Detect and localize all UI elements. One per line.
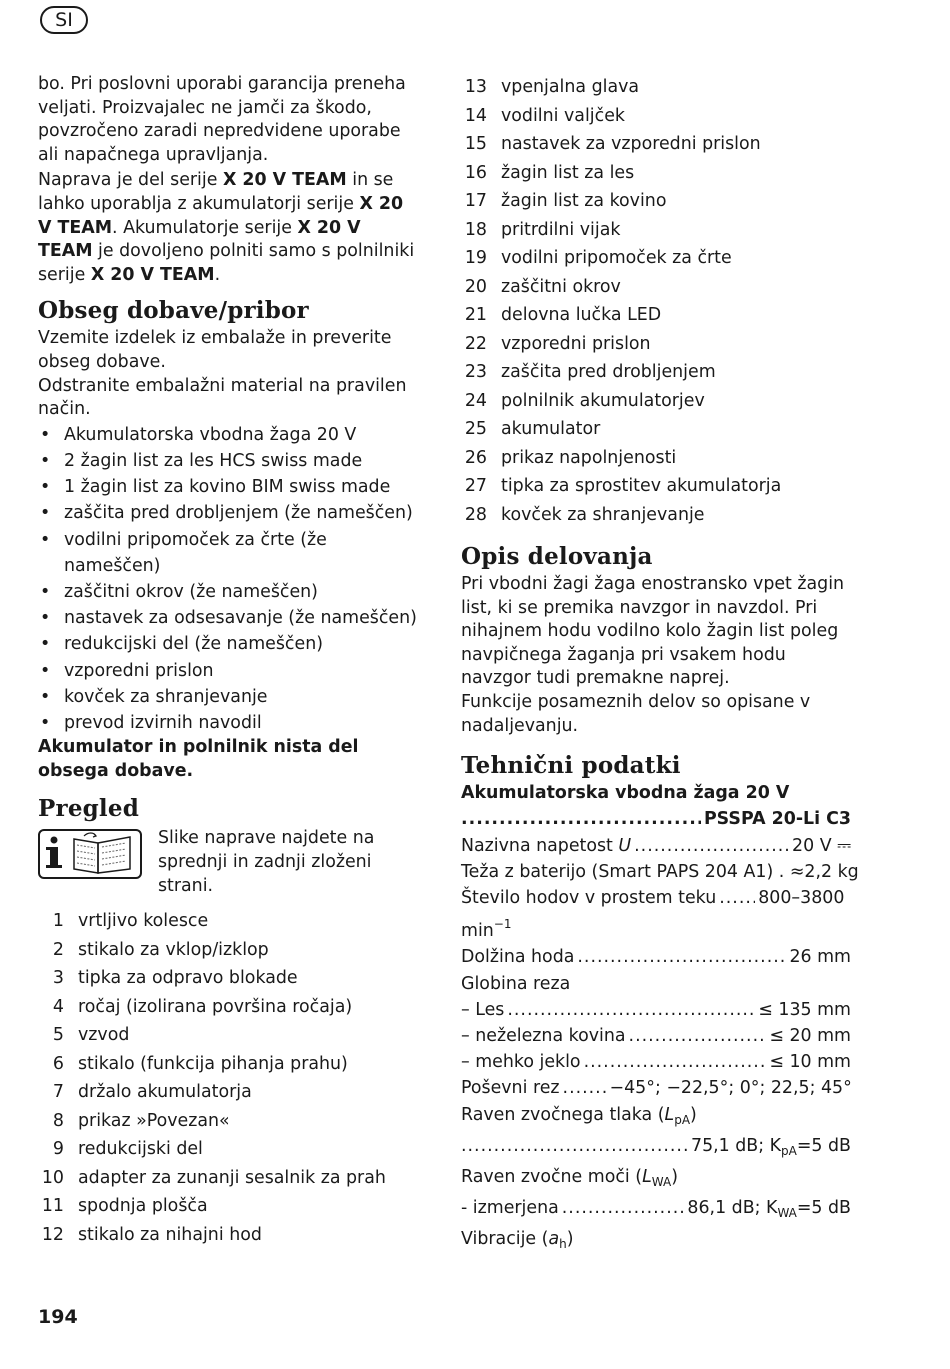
list-item: • 2 žagin list za les HCS swiss made xyxy=(40,450,363,471)
tech-lpa-value-row: ..... 75,1 dB; $K_{pA}=5$ dB xyxy=(461,1133,851,1164)
tech-depth-nonferrous-row: – neželezna kovina ..... ≤ 20 mm xyxy=(461,1023,851,1049)
list-item: 12 stikalo za nihajni hod xyxy=(41,1224,262,1245)
list-item: 27 tipka za sprostitev akumulatorja xyxy=(464,476,782,496)
tech-voltage-row: Nazivna napetost U ..... 20 V ⎓ xyxy=(461,833,851,859)
list-item: • zaščita pred drobljenjem (že nameščen) xyxy=(40,503,413,524)
list-item: 16 žagin list za les xyxy=(464,162,635,183)
series-note: Naprava je del serije X 20 V TEAM in se lahko uporablja z akumulatorji serije X 20 V TEAM. Akumulatorje serije X 20 V TEAM je dovoljeno polniti samo s polnilniki serije X 20 V TEAM. xyxy=(38,170,415,285)
list-item: 10 adapter za zunanji sesalnik za prah xyxy=(41,1167,386,1188)
list-item: 8 prikaz »Povezan« xyxy=(52,1110,230,1131)
list-item: 25 akumulator xyxy=(464,419,601,439)
list-item: • 1 žagin list za kovino BIM swiss made xyxy=(40,477,391,498)
list-item: 9 redukcijski del xyxy=(52,1139,203,1160)
list-item: • kovček za shranjevanje xyxy=(40,686,268,707)
list-item: 5 vzvod xyxy=(52,1025,130,1046)
list-item: • nastavek za odsesavanje (že nameščen) xyxy=(40,608,417,629)
tech-stroke-length-row: Dolžina hoda ..... 26 mm xyxy=(461,944,851,970)
list-item: 21 delovna lučka LED xyxy=(464,305,662,325)
list-item: 20 zaščitni okrov xyxy=(464,276,621,297)
supply-heading: Obseg dobave/pribor xyxy=(38,297,309,325)
tech-vibration-row: Vibracije $(a_h)$ xyxy=(461,1229,574,1252)
list-item: • redukcijski del (že nameščen) xyxy=(40,634,323,655)
tech-bevel-row: Poševni rez ..... −45°; −22,5°; 0°; 22,5; 45° xyxy=(461,1075,851,1101)
list-item: • vodilni pripomoček za črte (že nameščen) xyxy=(40,529,327,576)
tech-lwa-label-row: Raven zvočne moči $(L_{WA})$ xyxy=(461,1167,678,1189)
function-heading: Opis delovanja xyxy=(461,543,653,570)
overview-heading: Pregled xyxy=(38,795,139,823)
info-box xyxy=(38,827,418,896)
right-column xyxy=(461,73,859,1258)
tech-depth-steel-row: – mehko jeklo ..... ≤ 10 mm xyxy=(461,1049,851,1075)
list-item: 4 ročaj (izolirana površina ročaja) xyxy=(52,996,353,1017)
tech-product-line: Akumulatorska vbodna žaga 20 V xyxy=(461,783,790,804)
list-item: • zaščitni okrov (že nameščen) xyxy=(40,581,318,602)
list-item: 23 zaščita pred drobljenjem xyxy=(464,362,716,382)
list-item: 2 stikalo za vklop/izklop xyxy=(52,939,269,960)
list-item: 28 kovček za shranjevanje xyxy=(464,504,705,525)
tech-heading: Tehnični podatki xyxy=(461,752,681,780)
tech-lwa-value-row: - izmerjena ..... 86,1 dB; $K_{WA}=5$ dB xyxy=(461,1195,851,1226)
function-paragraph-2: Funkcije posameznih delov so opisane v nadaljevanju. xyxy=(461,691,811,736)
list-item: 26 prikaz napolnjenosti xyxy=(464,447,677,468)
list-item: 18 pritrdilni vijak xyxy=(464,219,621,240)
intro-paragraph: bo. Pri poslovni uporabi garancija preneha veljati. Proizvajalec ne jamči za škodo, povzročeno zaradi nepredvidene uporabe ali napačnega upravljanja. xyxy=(38,74,406,165)
supply-list xyxy=(38,422,418,736)
list-item: 15 nastavek za vzporedni prislon xyxy=(464,134,761,154)
list-item: 3 tipka za odpravo blokade xyxy=(52,968,298,989)
list-item: • prevod izvirnih navodil xyxy=(40,712,262,733)
tech-lpa-label-row: Raven zvočnega tlaka $(L_{pA})$ xyxy=(461,1104,697,1127)
function-paragraph-1: Pri vbodni žagi žaga enostransko vpet žagin list, ki se premika navzgor in navzdol. Pri nihajnem hodu vodilno kolo žagin list poleg navpičnega žaganja pri vsakem hodu navzgor tudi premakne naprej. xyxy=(461,574,845,689)
tech-strokes-row: Število hodov v prostem teku ..... 800–3800 xyxy=(461,885,851,911)
tech-weight-row: Teža z baterijo (Smart PAPS 204 A1) . ≈2,2 kg xyxy=(461,861,859,882)
list-item: 11 spodnja plošča xyxy=(41,1196,208,1217)
supply-paragraph-1: Vzemite izdelek iz embalaže in preverite obseg dobave. xyxy=(38,328,392,372)
list-item: 14 vodilni valjček xyxy=(464,105,625,126)
info-book-icon xyxy=(38,829,142,879)
page-number: 194 xyxy=(38,1306,78,1328)
language-badge: SI xyxy=(40,6,88,34)
info-text: Slike naprave najdete na sprednji in zadnji zloženi strani. xyxy=(158,828,375,896)
list-item: 7 držalo akumulatorja xyxy=(52,1082,252,1103)
list-item: 17 žagin list za kovino xyxy=(464,191,667,211)
parts-list-left xyxy=(38,907,418,1249)
list-item: 6 stikalo (funkcija pihanja prahu) xyxy=(52,1053,348,1074)
list-item: 19 vodilni pripomoček za črte xyxy=(464,248,732,268)
tech-model-row: ..... PSSPA 20-Li C3 xyxy=(461,806,851,832)
parts-list-right xyxy=(461,73,851,529)
tech-strokes-unit-row: $\min^{-1}$ xyxy=(461,917,512,942)
list-item: 13 vpenjalna glava xyxy=(464,77,640,97)
list-item: 22 vzporedni prislon xyxy=(464,333,651,354)
list-item: 1 vrtljivo kolesce xyxy=(52,911,209,932)
supply-note: Akumulator in polnilnik nista del obsega dobave. xyxy=(38,737,359,781)
tech-depth-row: Globina reza xyxy=(461,973,571,994)
tech-depth-wood-row: – Les ..... ≤ 135 mm xyxy=(461,997,851,1023)
left-column xyxy=(38,73,418,1249)
list-item: 24 polnilnik akumulatorjev xyxy=(464,390,705,411)
list-item: • Akumulatorska vbodna žaga 20 V xyxy=(40,424,357,445)
supply-paragraph-2: Odstranite embalažni material na pravilen način. xyxy=(38,375,407,420)
list-item: • vzporedni prislon xyxy=(40,660,214,681)
